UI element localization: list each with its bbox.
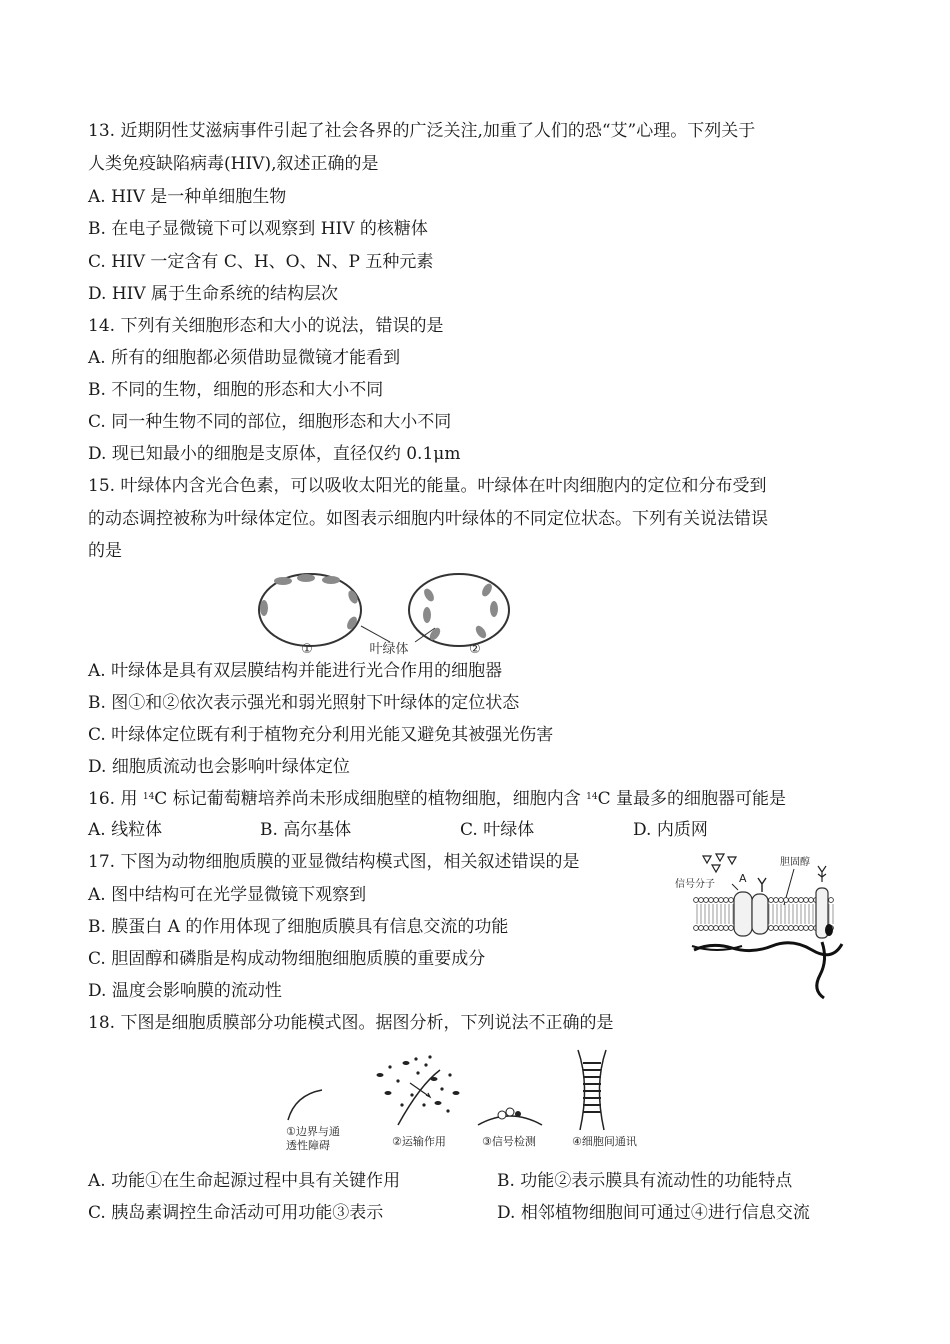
q13-stem-line2: 人类免疫缺陷病毒(HIV),叙述正确的是: [88, 154, 379, 174]
signal-molecule-triangle: [728, 857, 736, 864]
phospholipid-head: [719, 926, 724, 931]
phospholipid-head: [809, 926, 814, 931]
label-function-2: ②运输作用: [392, 1135, 446, 1148]
receptor: [498, 1111, 506, 1119]
chloroplast: [274, 577, 292, 585]
q18-option-c: C. 胰岛素调控生命活动可用功能③表示: [88, 1203, 384, 1223]
transported-molecule: [422, 1103, 425, 1106]
transported-molecule: [448, 1073, 451, 1076]
phospholipid-head: [784, 898, 789, 903]
signal-molecule-triangle: [716, 854, 724, 861]
transported-molecule: [410, 1093, 413, 1096]
label-function-3: ③信号检测: [482, 1135, 536, 1148]
chloroplast: [297, 574, 315, 582]
q15-option-b: B. 图①和②依次表示强光和弱光照射下叶绿体的定位状态: [88, 693, 520, 713]
signal-molecule-triangle: [703, 856, 711, 863]
chloroplast: [490, 601, 498, 617]
q14-option-a: A. 所有的细胞都必须借助显微镜才能看到: [88, 348, 401, 368]
q15-stem-line1: 15. 叶绿体内含光合色素，可以吸收太阳光的能量。叶绿体在叶肉细胞内的定位和分布受到: [88, 476, 767, 496]
transported-molecule: [453, 1091, 460, 1095]
phospholipid-head: [729, 926, 734, 931]
label-signal-molecule: 信号分子: [675, 879, 715, 890]
q16-isotope-mass-2: 14: [586, 792, 598, 802]
figure-label-1: ①: [301, 642, 313, 657]
receptor: [818, 866, 826, 882]
phospholipid-head: [784, 926, 789, 931]
transported-molecule: [435, 1101, 442, 1105]
phospholipid-head: [794, 926, 799, 931]
chloroplast-position-figure: [255, 568, 515, 658]
signal-molecule: [515, 1111, 521, 1117]
phospholipid-head: [809, 898, 814, 903]
membrane-protein: [752, 894, 768, 934]
q13-stem-line1: 13. 近期阴性艾滋病事件引起了社会各界的广泛关注,加重了人们的恐“艾”心理。下列关于: [88, 121, 756, 141]
phospholipid-head: [829, 898, 834, 903]
q18-option-b: B. 功能②表示膜具有流动性的功能特点: [497, 1171, 793, 1191]
transported-molecule: [446, 1109, 449, 1112]
q14-option-d: D. 现已知最小的细胞是支原体，直径仅约 0.1μm: [88, 444, 461, 464]
q15-option-c: C. 叶绿体定位既有利于植物充分利用光能又避免其被强光伤害: [88, 725, 554, 745]
transported-molecule: [385, 1091, 392, 1095]
q17-option-d: D. 温度会影响膜的流动性: [88, 981, 282, 1001]
phospholipid-head: [704, 926, 709, 931]
q16-option-a: A. 线粒体: [88, 820, 163, 840]
phospholipid-head: [804, 926, 809, 931]
q18-option-a: A. 功能①在生命起源过程中具有关键作用: [88, 1171, 401, 1191]
signal-molecule-triangle: [712, 865, 720, 872]
phospholipid-head: [789, 898, 794, 903]
phospholipid-head: [704, 898, 709, 903]
cell-1-outline: [259, 574, 361, 646]
figure-label-chloroplast: 叶绿体: [369, 642, 409, 657]
chloroplast: [474, 624, 489, 640]
figure-label-2: ②: [469, 642, 481, 657]
q13-option-d: D. HIV 属于生命系统的结构层次: [88, 284, 339, 304]
label-cholesterol: 胆固醇: [780, 857, 810, 868]
phospholipid-head: [774, 926, 779, 931]
q16-stem-c: C 量最多的细胞器可能是: [597, 789, 786, 809]
transported-molecule: [440, 1087, 443, 1090]
cytoskeleton: [817, 942, 825, 998]
q13-option-a: A. HIV 是一种单细胞生物: [88, 187, 287, 207]
q15-option-d: D. 细胞质流动也会影响叶绿体定位: [88, 757, 350, 777]
q16-option-d: D. 内质网: [633, 820, 708, 840]
transported-molecule: [416, 1071, 419, 1074]
q16-stem: [88, 789, 786, 809]
phospholipid-head: [714, 898, 719, 903]
membrane-function-figure: [280, 1045, 680, 1155]
q16-stem-b: C 标记葡萄糖培养尚未形成细胞壁的植物细胞，细胞内含: [154, 789, 587, 809]
chloroplast: [260, 600, 268, 616]
cholesterol: [825, 924, 833, 936]
chloroplast: [322, 576, 340, 584]
q16-isotope-mass-1: 14: [142, 792, 155, 802]
phospholipid-head: [779, 926, 784, 931]
phospholipid-head: [719, 898, 724, 903]
transported-molecule: [400, 1103, 403, 1106]
pointer-line: [732, 884, 738, 890]
q13-option-b: B. 在电子显微镜下可以观察到 HIV 的核糖体: [88, 219, 428, 239]
phospholipid-head: [799, 898, 804, 903]
label-protein-a: A: [739, 872, 747, 885]
q13-option-c: C. HIV 一定含有 C、H、O、N、P 五种元素: [88, 252, 434, 272]
phospholipid-head: [799, 926, 804, 931]
receptor: [758, 878, 766, 892]
phospholipid-head: [729, 898, 734, 903]
q17-stem: 17. 下图为动物细胞质膜的亚显微结构模式图，相关叙述错误的是: [88, 852, 580, 872]
q17-option-a: A. 图中结构可在光学显微镜下观察到: [88, 885, 367, 905]
phospholipid-head: [699, 898, 704, 903]
q17-option-b: B. 膜蛋白 A 的作用体现了细胞质膜具有信息交流的功能: [88, 917, 509, 937]
transported-molecule: [424, 1063, 427, 1066]
phospholipid-head: [694, 926, 699, 931]
q18-option-d: D. 相邻植物细胞间可通过④进行信息交流: [497, 1203, 810, 1223]
chloroplast: [480, 582, 494, 598]
q18-stem: 18. 下图是细胞质膜部分功能模式图。据图分析，下列说法不正确的是: [88, 1013, 614, 1033]
phospholipid-head: [789, 926, 794, 931]
q15-stem-line3: 的是: [88, 541, 122, 561]
receptor: [506, 1108, 514, 1116]
transported-molecule: [428, 1055, 431, 1058]
boundary-membrane: [288, 1090, 322, 1120]
cytoskeleton: [694, 943, 842, 955]
phospholipid-head: [714, 926, 719, 931]
q15-stem-line2: 的动态调控被称为叶绿体定位。如图表示细胞内叶绿体的不同定位状态。下列有关说法错误: [88, 509, 768, 529]
phospholipid-head: [769, 926, 774, 931]
q16-stem-a: 16. 用: [88, 789, 143, 809]
transported-molecule: [396, 1079, 399, 1082]
q16-option-c: C. 叶绿体: [460, 820, 535, 840]
transported-molecule: [377, 1073, 384, 1077]
phospholipid-head: [724, 898, 729, 903]
label-function-1b: 透性障碍: [286, 1139, 330, 1152]
phospholipid-head: [709, 898, 714, 903]
transported-molecule: [403, 1061, 410, 1065]
signal-membrane: [478, 1116, 542, 1125]
phospholipid-head: [709, 926, 714, 931]
pointer-line: [361, 626, 390, 642]
phospholipid-head: [774, 898, 779, 903]
q14-option-b: B. 不同的生物，细胞的形态和大小不同: [88, 380, 384, 400]
q17-option-c: C. 胆固醇和磷脂是构成动物细胞细胞质膜的重要成分: [88, 949, 486, 969]
q15-option-a: A. 叶绿体是具有双层膜结构并能进行光合作用的细胞器: [88, 661, 503, 681]
phospholipid-head: [699, 926, 704, 931]
transported-molecule: [414, 1057, 417, 1060]
membrane-protein-a: [734, 892, 752, 936]
phospholipid-head: [794, 898, 799, 903]
q14-option-c: C. 同一种生物不同的部位，细胞形态和大小不同: [88, 412, 452, 432]
phospholipid-head: [804, 898, 809, 903]
chloroplast: [422, 587, 436, 603]
q16-option-b: B. 高尔基体: [260, 820, 352, 840]
transported-molecule: [388, 1065, 391, 1068]
phospholipid-head: [724, 926, 729, 931]
phospholipid-head: [769, 898, 774, 903]
phospholipid-head: [779, 898, 784, 903]
chloroplast: [423, 607, 431, 623]
label-function-1a: ①边界与通: [286, 1125, 340, 1138]
label-function-4: ④细胞间通讯: [572, 1135, 637, 1148]
membrane-structure-figure: [672, 850, 850, 1000]
q14-stem: 14. 下列有关细胞形态和大小的说法，错误的是: [88, 316, 444, 336]
phospholipid-head: [694, 898, 699, 903]
